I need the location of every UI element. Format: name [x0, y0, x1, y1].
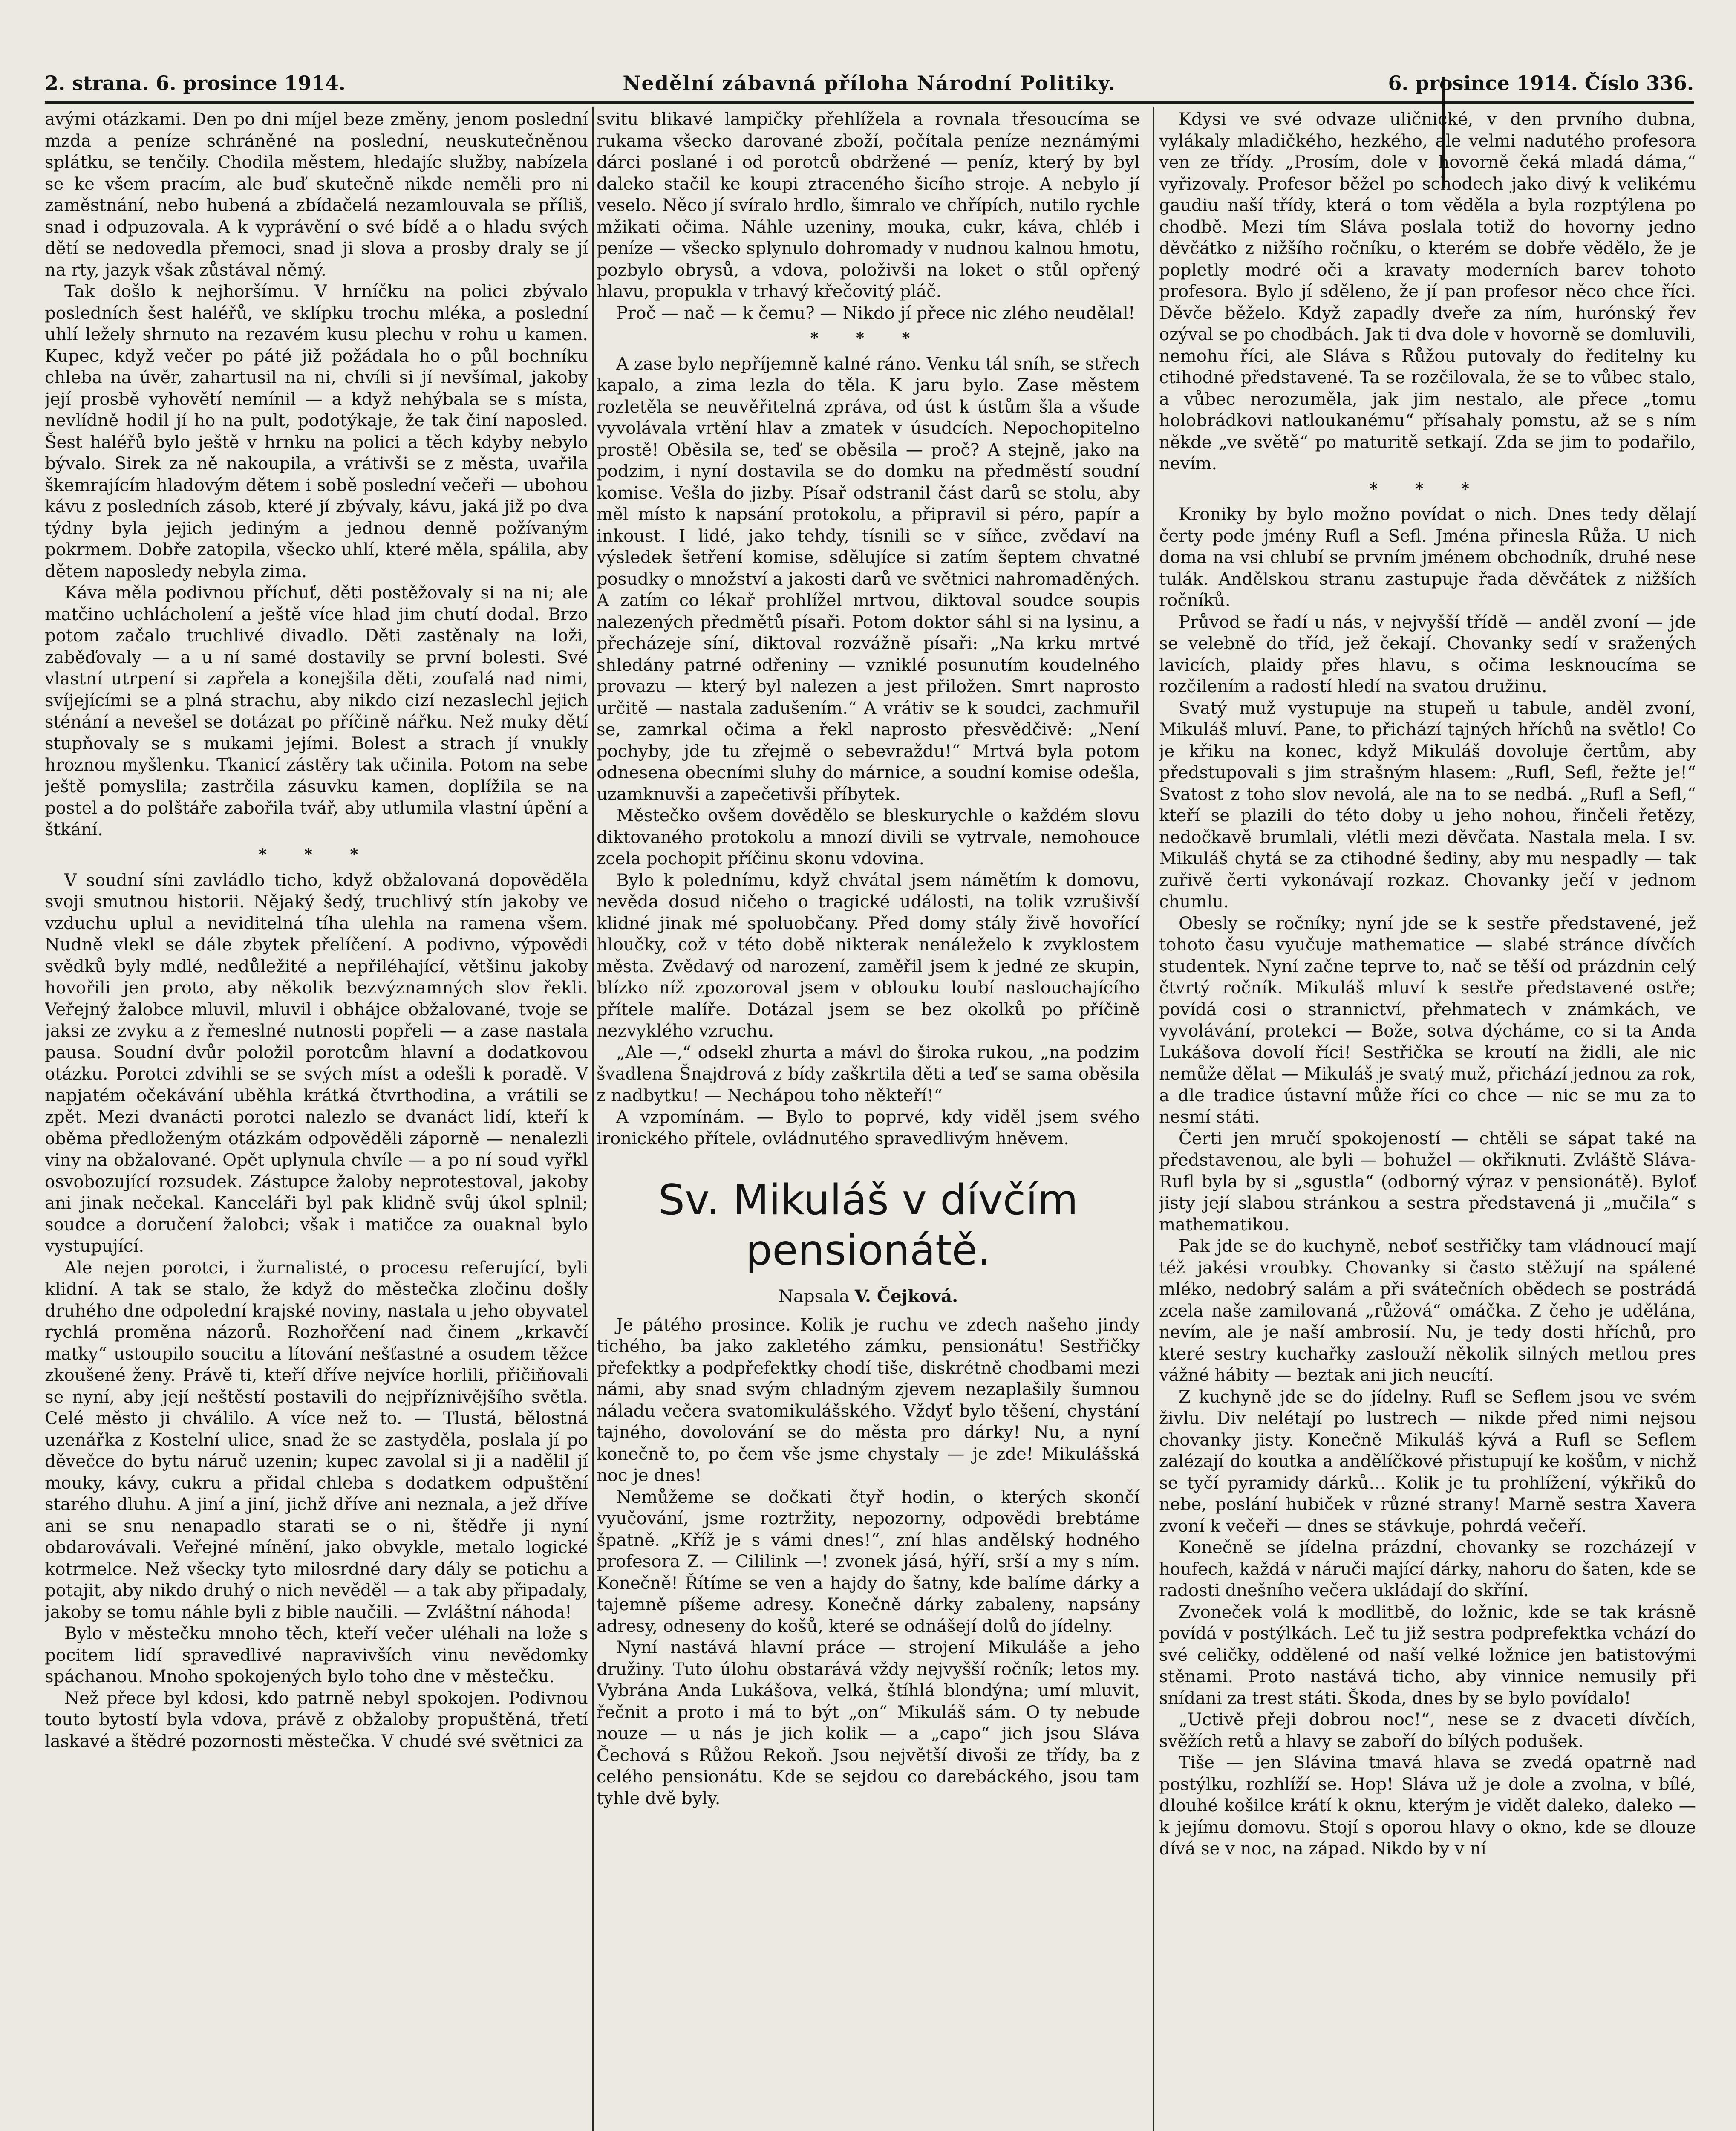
paragraph: Městečko ovšem dovědělo se bleskurychle o každém slovu diktovaného protokolu a mnozí divili se vytrvale, nemohouce zcela pochopit příčinu skonu vdovina.	[597, 806, 1140, 869]
paragraph: Svatý muž vystupuje na stupeň u tabule, anděl zvoní, Mikuláš mluví. Pane, to přichází tajných hříchů na světlo! Co je křiku na konec, když Mikuláš dovoluje čertům, aby předstupovali s jim strašným hlasem: „Rufl, Sefl, řežte je!“ Svatost z toho slov nevolá, ale na to se nedbá. „Rufl a Sefl,“ kteří se plazili do této doby u jeho nohou, řinčeli řetězy, nedočkavě brumlali, vlétli mezi děvčata. Nastala mela. I sv. Mikuláš chytá se za ctihodné šediny, aby mu nespadly — tak zuřivě čerti vykonávají rozkaz. Chovanky ječí v jednom chumlu.	[1159, 698, 1696, 912]
paragraph: Bylo k polednímu, když chvátal jsem námětím k domovu, nevěda dosud ničeho o tragické události, na tolik vzrušivší klidné jinak mé spoluobčany. Před domy stály živě hovořící hloučky, což v této době nikterak nenáleželo k zvyklostem města. Zvědavý od narození, zaměřil jsem k jedné ze skupin, blízko níž zpozoroval jsem v oblouku loubí naslouchajícího přítele malíře. Dotázal jsem se bez okolků po příčině nezvyklého vzruchu.	[597, 870, 1140, 1041]
paragraph: Průvod se řadí u nás, v nejvyšší třídě — anděl zvoní — jde se velebně do tříd, jež čekají. Chovanky sedí v sražených lavicích, plaidy přes hlavu, s očima lesknoucíma se rozčilením a radostí hledí na svatou družinu.	[1159, 612, 1696, 696]
paragraph: Je pátého prosince. Kolik je ruchu ve zdech našeho jindy tichého, ba jako zakletého zámku, pensionátu! Sestřičky přefektky a podpřefektky chodí tiše, diskrétně chodbami mezi námi, aby snad svým chladným zjevem nezaplašily šumnou náladu večera svatomikulášského. Vždyť bylo těšení, chystání tajného, dovolování se do města pro dárky! Nu, a nyní konečně to, po čem vše jsme chystaly — je zde! Mikulášská noc je dnes!	[597, 1315, 1140, 1485]
paragraph: Proč — nač — k čemu? — Nikdo jí přece nic zlého neudělal!	[616, 303, 1135, 323]
header-date-left: 2. strana. 6. prosince 1914.	[45, 72, 346, 95]
paragraph: Tiše — jen Slávina tmavá hlava se zvedá opatrně nad postýlku, rozhlíží se. Hop! Sláva už je dole a zvolna, v bílé, dlouhé košilce krátí k oknu, kterým je vidět daleko, daleko — k jejímu domovu. Stojí s oporou hlavy o okno, kde se dlouze dívá se v noc, na západ. Nikdo by v ní	[1159, 1753, 1696, 1859]
paragraph: „Uctivě přeji dobrou noc!“, nese se z dvaceti dívčích, svěžích retů a hlavy se zaboří do bílých podušek.	[1159, 1710, 1696, 1751]
byline-author: V. Čejková.	[854, 1286, 958, 1306]
column-3	[1159, 109, 1696, 2131]
paragraph: Ale nejen porotci, i žurnalisté, o procesu referující, byli klidní. A tak se stalo, že když do městečka zločinu došly druhého dne odpolední krajské noviny, nastala u jeho obyvatel rychlá proměna názorů. Rozhořčení nad činem „krkavčí matky“ ustoupilo soucitu a lítování nešťastné a osudem těžce zkoušené ženy. Právě ti, kteří dříve nejvíce horlili, přičiňovali se nyní, aby její neštěstí postavili do nejpříznivějšího světla. Celé město ji chválilo. A více než to. — Tlustá, bělostná uzenářka z Kostelní ulice, snad že se zastyděla, poslala jí po děvečce do bytu náruč uzenin; kupec zavolal si ji a nadělil jí mouky, kávy, cukru a přidal chleba s dodatkem odpuštění starého dluhu. A jiní a jiní, jichž dříve ani neznala, a jež dříve ani se snu nenapadlo starati se o ni, štědře ji nyní obdarovávali. Veřejné mínění, jako obvykle, metalo logické kotrmelce. Než všecky tyto milosrdné dary dály se potichu a potajit, aby nikdo druhý o nich nevěděl — a tak aby připadaly, jakoby se tomu náhle byli z bible naučili. — Zvláštní náhoda!	[45, 1258, 588, 1622]
section-separator: * * *	[1370, 479, 1485, 498]
paragraph: A zase bylo nepříjemně kalné ráno. Venku tál sníh, se střech kapalo, a zima lezla do těla. K jaru bylo. Zase městem rozletěla se neuvěřitelná zpráva, od úst k ústům šla a všude vyvolávala vrtění hlav a zmatek v úsudcích. Nepochopitelno prostě! Oběsila se, teď se oběsila — proč? A stejně, jako na podzim, i nyní dostavila se do domku na předměstí soudní komise. Vešla do jizby. Písař odstranil část darů se stolu, aby měl místo k napsání protokolu, a připravil si péro, papír a inkoust. I lidé, jako tehdy, tísnili se v síňce, zvědaví na výsledek šetření komise, sdělujíce si zatím šeptem chvatné posudky o množství a jakosti darů ve světnici nahromaděných. A zatím co lékař prohlížel mrtvou, diktoval soudce soupis nalezených předmětů písaři. Potom doktor sáhl si na lysinu, a přecházeje síní, diktoval rozvážně písaři: „Na krku mrtvé shledány patrné odřeniny — vzniklé posunutím koudelného provazu — který byl nalezen a jest přiložen. Smrt naprosto určitě — nastala zadušením.“ A vrátiv se k soudci, zachmuřil se, zamrkal očima a řekl naprosto přesvědčivě: „Není pochyby, jde tu zřejmě o sebevraždu!“ Mrtvá byla potom odnesena obecními sluhy do márnice, a soudní komise odešla, uzamknuvši a zapečetivši příbytek.	[597, 354, 1140, 804]
paragraph: svitu blikavé lampičky přehlížela a rovnala třesoucíma se rukama všecko darované zboží, počítala peníze neznámými dárci poslané i od porotců obdržené — peníz, který by byl daleko stačil ke koupi ztraceného šicího stroje. A nebylo jí veselo. Něco jí svíralo hrdlo, šimralo ve chřípích, nutilo rychle mžikati očima. Náhle uzeniny, mouka, cukr, káva, chléb i peníze — všecko splynulo dohromady v nudnou kalnou hmotu, pozbylo obrysů, a vdova, položivši na loket o stůl opřený hlavu, propukla v trhavý křečovitý pláč.	[597, 110, 1140, 301]
section-separator: * * *	[810, 329, 926, 347]
byline-prefix: Napsala	[778, 1287, 850, 1306]
paragraph: Konečně se jídelna prázdní, chovanky se rozcházejí v houfech, každá v náruči mající dárky, nahoru do šaten, kde se radosti dnešního večera ukládají do skříní.	[1159, 1538, 1696, 1600]
paragraph: Pak jde se do kuchyně, neboť sestřičky tam vládnoucí mají též jakési vroubky. Chovanky si často stěžují na spálené mléko, nedobrý salám a při svátečních obědech se postrádá zcela naše zamilovaná „růžová“ omáčka. Z čeho je udělána, nevím, ale je naší ambrosií. Nu, je tedy dosti hříchů, pro které sestry kuchařky zaslouží několik silných metlou pres vážné hábity — beztak ani jich neucítí.	[1159, 1236, 1696, 1385]
paragraph: Kroniky by bylo možno povídat o nich. Dnes tedy dělají čerty pode jmény Rufl a Sefl. Jména přinesla Růža. U nich doma na vsi chlubí se prvním jménem obchodník, druhé nese tulák. Andělskou stranu zastupuje řada děvčátek z nižších ročníků.	[1159, 505, 1696, 610]
header-date-issue: 6. prosince 1914. Číslo 336.	[1388, 72, 1694, 95]
section-separator: * * *	[258, 846, 375, 863]
paragraph: Zvoneček volá k modlitbě, do ložnic, kde se tak krásně povídá v postýlkách. Leč tu již sestra podprefektka vchází do své celičky, oddělené od naší velké ložnice jen batistovými stěnami. Proto nastává ticho, aby vinnice nemusily při snídani za trest státi. Škoda, dnes by se bylo povídalo!	[1159, 1602, 1696, 1708]
column-divider-2	[1153, 107, 1154, 2131]
byline	[597, 1286, 1140, 1308]
paragraph: Káva měla podivnou příchuť, děti postěžovaly si na ni; ale matčino uchlácholení a ještě více hlad jim chutí dodal. Brzo potom začalo truchlivé divadlo. Děti zastěnaly na loži, zaběďovaly — a u ní samé dostavily se první bolesti. Své vlastní utrpení si zapřela a konejšila děti, zoufalá nad nimi, svíjejícími se a plná strachu, aby nikdo cizí nezaslechl jejich sténání a nevešel se dotázat po příčině nářku. Než muky dětí stupňovaly se s mukami jejími. Bolest a strach jí vnukly hroznou myšlenku. Tkanicí zástěry tak učinila. Potom na sebe ještě pomyslila; zastrčila zásuvku kamen, doplížila se na postel a do polštáře zabořila tvář, aby utlumila vlastní úpění a štkání.	[45, 583, 588, 840]
header-publication-title: Nedělní zábavná příloha Národní Politiky.	[623, 72, 1116, 95]
page-header	[45, 72, 1694, 101]
paragraph: „Ale —,“ odsekl zhurta a mávl do široka rukou, „na podzim švadlena Šnajdrová z bídy zaškrtila děti a teď se sama oběsila z nadbytku! — Nechápou toho někteří!“	[597, 1042, 1140, 1106]
paragraph: Bylo v městečku mnoho těch, kteří večer uléhali na lože s pocitem lidí spravedlivé napravivších vinu nevědomky spáchanou. Mnoho spokojených bylo toho dne v městečku.	[45, 1624, 588, 1686]
paragraph: A vzpomínám. — Bylo to poprvé, kdy viděl jsem svého ironického přítele, ovládnutého spravedlivým hněvem.	[597, 1107, 1140, 1149]
scan-artifact-line	[1442, 77, 1445, 188]
article-title: Sv. Mikuláš v dívčím pensionátě.	[658, 1176, 1079, 1275]
column-2	[597, 109, 1140, 2131]
paragraph: Nyní nastává hlavní práce — strojení Mikuláše a jeho družiny. Tuto úlohu obstarává vždy nejvyšší ročník; letos my. Vybrána Anda Lukášova, velká, štíhlá blondýna; umí mluvit, řečnit a proto i má to být „on“ Mikuláš sám. O ty nebude nouze — u nás je jich kolik — a „capo“ jich jsou Sláva Čechová s Růžou Rekoň. Jsou největší divoši ze třídy, ba z celého pensionátu. Kde se sejdou co darebáckého, jsou tam tyhle dvě byly.	[597, 1638, 1140, 1808]
column-1	[45, 109, 588, 2131]
header-rule	[45, 101, 1694, 104]
paragraph: Z kuchyně jde se do jídelny. Rufl se Seflem jsou ve svém živlu. Div nelétají po lustrech — nikde před nimi nejsou chovanky jisty. Konečně Mikuláš kývá a Rufl se Seflem zalézají do koutka a andělíčkové přistupují ke košům, v nichž se tyčí pyramidy dárků… Kolik je tu prohlížení, výkřiků do nebe, poslání hubiček v různé strany! Marně sestra Xavera zvoní k večeři — dnes se stávkuje, pohrdá večeří.	[1159, 1387, 1696, 1536]
column-divider-1	[592, 107, 594, 2131]
paragraph: Obesly se ročníky; nyní jde se k sestře představené, jež tohoto času vyučuje mathematice — slabé stránce dívčích studentek. Nyní začne teprve to, nač se těší od prázdnin celý čtvrtý ročník. Mikuláš mluví k sestře představené ostře; povídá cosi o strannictví, přehmatech v známkách, ve vyvolávání, protekci — Bože, sotva dýcháme, co si ta Anda Lukášova dovolí říci! Sestřička se kroutí na židli, ale nic nemůže dělat — Mikuláš je svatý muž, přichází jednou za rok, a dle tradice ústavní může říci co chce — nic se mu za to nesmí státi.	[1159, 913, 1696, 1127]
paragraph: avými otázkami. Den po dni míjel beze změny, jenom poslední mzda a peníze schráněné na poslední, neuskutečněnou splátku, se tenčily. Chodila městem, hledajíc služby, nabízela se ke všem pracím, ale buď skutečně nikde neměli pro ni zaměstnání, nebo hubená a zbídačelá nezamlouvala se příliš, snad i odpuzovala. A k vyprávění o své bídě a o hladu svých dětí se nedovedla přemoci, snad ji slova a prosby draly se jí na rty, jazyk však zůstával němý.	[45, 110, 588, 280]
paragraph: Než přece byl kdosi, kdo patrně nebyl spokojen. Podivnou touto bytostí byla vdova, právě z obžaloby propuštěná, třetí laskavé a štědré pozornosti městečka. V chudé své světnici za	[45, 1688, 588, 1751]
paragraph: Nemůžeme se dočkati čtyř hodin, o kterých skončí vyučování, jsme roztržity, nepozorny, odpovědi brebtáme špatně. „Kříž je s vámi dnes!“, zní hlas andělský hodného profesora Z. — Cililink —! zvonek jásá, hýří, srší a my s ním. Konečně! Řítíme se ven a hajdy do šatny, kde balíme dárky a tajemně píšeme adresy. Konečně dárky zabaleny, napsány adresy, odneseny do košů, které se odnášejí dolů do jídelny.	[597, 1487, 1140, 1636]
paragraph: Čerti jen mručí spokojeností — chtěli se sápat také na představenou, ale byli — bohužel — okřiknuti. Zvláště Sláva-Rufl byla by si „sgustla“ (odborný výraz v pensionátě). Byloť jisty její slabou stránkou a sestra představená ji „mučila“ s mathematikou.	[1159, 1129, 1696, 1235]
paragraph: V soudní síni zavládlo ticho, když obžalovaná dopověděla svoji smutnou historii. Nějaký šedý, truchlivý stín jakoby ve vzduchu uplul a neviditelná tíha ulehla na ramena všem. Nudně vlekl se dále zbytek přelíčení. A podivno, výpovědi svědků byly mdlé, nedůležité a nepřiléhající, většinu jakoby hovořili jen proto, aby několik bezvýznamných slov řekli. Veřejný žalobce mluvil, mluvil i obhájce obžalované, tvoje se jaksi ze zvyku a z řemeslné nutnosti popřeli — a zase nastala pausa. Soudní dvůr položil porotcům hlavní a dodatkovou otázku. Porotci zdvihli se se svých míst a odešli k poradě. V napjatém očekávání uběhla krátká čtvrthodina, a vrátili se zpět. Mezi dvanácti porotci nalezlo se dvanáct lidí, kteří k oběma předloženým otázkám odpověděli záporně — nenalezli viny na obžalované. Opět uplynula chvíle — a po ní soud vyřkl osvobozující rozsudek. Zástupce žaloby neprotestoval, jakoby ani jinak nečekal. Kanceláři byl pak klidně svůj úkol splnil; soudce a doručení žalobci; však i matičce za ouaknal bylo vystupující.	[45, 870, 588, 1256]
paragraph: Tak došlo k nejhoršímu. V hrníčku na polici zbývalo posledních šest haléřů, ve sklípku trochu mléka, a poslední uhlí ležely shrnuto na rezavém kusu plechu v rohu u kamen. Kupec, když večer po páté již požádala ho o půl bochníku chleba na úvěr, zahartusil na ni, chvíli si jí nevšímal, jakoby její prosbě vyhovětí nemínil — a když nehýbala se s místa, nevlídně hodil jí ho na pult, podotýkaje, že tak činí naposled. Šest haléřů bylo ještě v hrnku na polici a těch kdyby nebylo bývalo. Sirek za ně nakoupila, a vrátivši se z města, uvařila škemrajícím hladovým dětem i sobě poslední večeři — ubohou kávu z posledních zásob, které jí zbývaly, kávu, jaká již po dva týdny byla jejich jediným a jednou denně požívaným pokrmem. Dobře zatopila, všecko uhlí, které měla, spálila, aby dětem naposledy nebyla zima.	[45, 282, 588, 581]
paragraph: Kdysi ve své odvaze uličnické, v den prvního dubna, vylákaly mladičkého, hezkého, ale velmi nadutého profesora ven ze třídy. „Prosím, dole v hovorně čeká mladá dáma,“ vyřizovaly. Profesor běžel po schodech jako divý k velikému gaudiu naší třídy, která o tom věděla a byla rozptýlena po chodbě. Mezi tím Sláva poslala totiž do hovorny jedno děvčátko z nižšího ročníku, o kterém se dobře vědělo, že je popletly modré oči a kravaty moderních barev tohoto profesora. Bylo jí sděleno, že jí pan profesor něco chce říci. Děvče běželo. Když zapadly dveře za ním, hurónský řev ozýval se po chodbách. Jak ti dva dole v hovorně se domluvili, nemohu říci, ale Sláva s Růžou putovaly do ředitelny ku ctihodné představené. Ta se rozčilovala, že se to vůbec stalo, a vůbec nerozuměla, jak jim nestalo, ale přece „tomu holobrádkovi natloukanému“ přísahaly pomstu, až se s ním někde „ve světě“ po maturitě setkají. Zda se jim to podařilo, nevím.	[1159, 110, 1696, 474]
